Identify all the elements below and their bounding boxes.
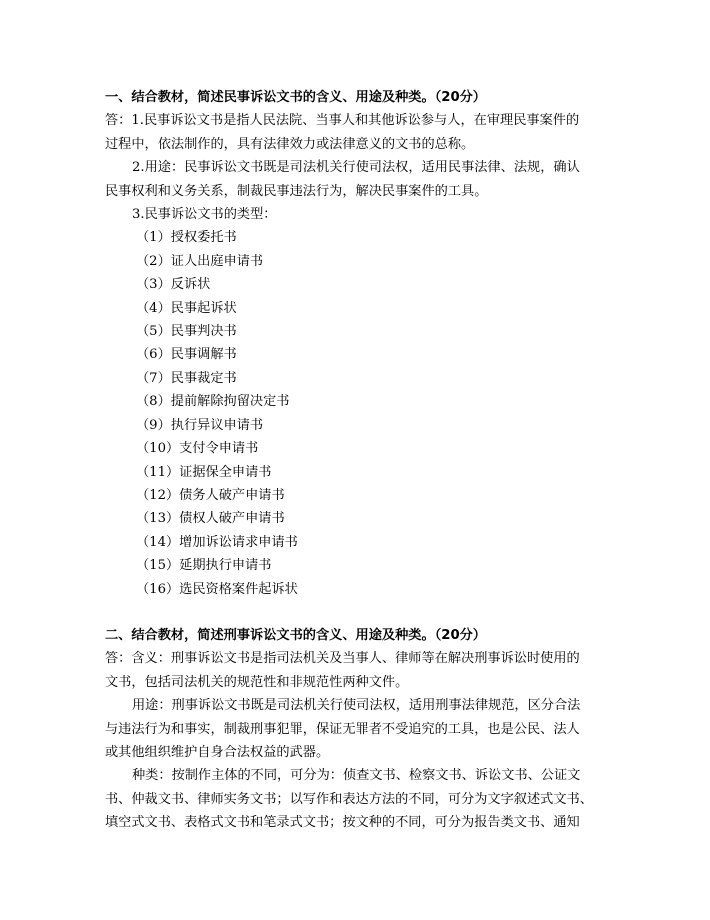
q1-answer-line-1: 答：1.民事诉讼文书是指人民法院、当事人和其他诉讼参与人，在审理民事案件的 [105,113,580,129]
list-item: （3）反诉状 [136,277,211,293]
q2-type-line-3: 填空式文书、表格式文书和笔录式文书；按文种的不同，可分为报告类文书、通知 [105,815,580,831]
section-spacer [105,601,620,624]
q2-use-line-2: 与违法行为和事实，制裁刑事犯罪，保证无罪者不受追究的工具，也是公民、法人 [105,721,580,737]
q2-use-line-3: 或其他组织维护自身合法权益的武器。 [105,744,330,760]
question-1-heading: 一、结合教材，简述民事诉讼文书的含义、用途及种类。（20分） [105,90,486,105]
q1-answer-line-2: 过程中，依法制作的，具有法律效力或法律意义的文书的总称。 [105,136,475,152]
list-item: （1）授权委托书 [136,230,237,246]
list-item: （14）增加诉讼请求申请书 [136,534,298,550]
list-item: （11）证据保全申请书 [136,464,272,480]
q2-type-line-2: 书、仲裁文书、律师实务文书；以写作和表达方法的不同，可分为文字叙述式文书、 [105,791,593,807]
q2-meaning-line-1: 答：含义：刑事诉讼文书是指司法机关及当事人、律师等在解决刑事诉讼时使用的 [105,651,580,667]
list-item: （6）民事调解书 [136,347,237,363]
list-item: （2）证人出庭申请书 [136,253,264,269]
q1-use-line-2: 民事权利和义务关系，制裁民事违法行为，解决民事案件的工具。 [105,183,488,199]
list-item: （15）延期执行申请书 [136,558,272,574]
document-page [105,86,620,835]
q1-use-line-1: 2.用途：民事诉讼文书既是司法机关行使司法权，适用民事法律、法规，确认 [132,160,580,176]
list-item: （16）选民资格案件起诉状 [136,581,298,597]
list-item: （5）民事判决书 [136,324,237,340]
list-item: （9）执行异议申请书 [136,417,264,433]
list-item: （8）提前解除拘留决定书 [136,394,290,410]
list-item: （12）债务人破产申请书 [136,487,285,503]
q1-types-list [105,226,620,601]
q1-types-title: 3.民事诉讼文书的类型： [132,207,277,223]
q2-type-line-1: 种类：按制作主体的不同，可分为：侦查文书、检察文书、诉讼文书、公证文 [132,768,581,784]
list-item: （13）债权人破产申请书 [136,511,285,527]
question-2-heading: 二、结合教材，简述刑事诉讼文书的含义、用途及种类。（20分） [105,627,486,643]
list-item: （4）民事起诉状 [136,300,237,316]
list-item: （10）支付令申请书 [136,441,259,457]
q2-use-line-1: 用途：刑事诉讼文书既是司法机关行使司法权，适用刑事法律规范，区分合法 [132,698,581,714]
q2-meaning-line-2: 文书，包括司法机关的规范性和非规范性两种文件。 [105,674,409,690]
list-item: （7）民事裁定书 [136,370,237,386]
